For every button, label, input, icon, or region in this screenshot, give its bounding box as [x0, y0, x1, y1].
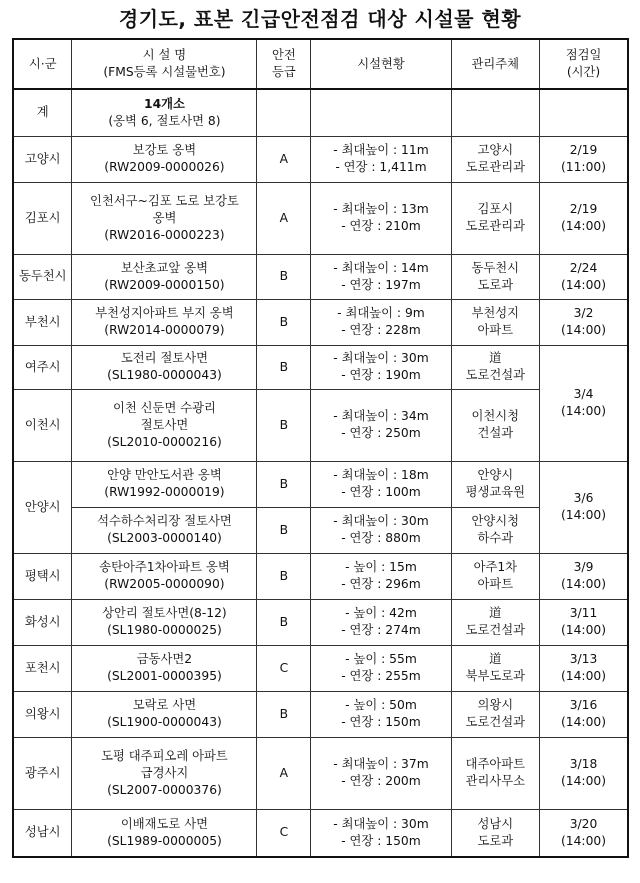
facility-name-cell: 도평 대주피오레 아파트 급경사지 (SL2007-0000376)	[72, 737, 257, 809]
grade-cell: B	[257, 691, 311, 737]
status-cell: - 최대높이 : 34m - 연장 : 250m	[311, 389, 451, 461]
manager-cell: 道 도로건설과	[451, 599, 539, 645]
header-grade: 안전 등급	[257, 39, 311, 89]
grade-cell: B	[257, 254, 311, 299]
status-cell: - 최대높이 : 14m - 연장 : 197m	[311, 254, 451, 299]
grade-cell: B	[257, 345, 311, 389]
table-row	[13, 507, 628, 553]
grade-cell: B	[257, 299, 311, 345]
manager-cell: 아주1차 아파트	[451, 553, 539, 599]
status-cell: - 최대높이 : 30m - 연장 : 150m	[311, 809, 451, 857]
region-cell: 이천시	[13, 389, 72, 461]
facility-name-cell: 보강토 옹벽 (RW2009-0000026)	[72, 136, 257, 182]
manager-cell: 부천성지 아파트	[451, 299, 539, 345]
region-cell: 화성시	[13, 599, 72, 645]
facilities-table	[12, 38, 629, 858]
date-cell: 3/2 (14:00)	[540, 299, 628, 345]
date-cell: 3/6 (14:00)	[540, 461, 628, 553]
manager-cell: 동두천시 도로과	[451, 254, 539, 299]
grade-cell: B	[257, 461, 311, 507]
table-row	[13, 691, 628, 737]
grade-cell: B	[257, 553, 311, 599]
facility-name-cell: 안양 만안도서관 옹벽 (RW1992-0000019)	[72, 461, 257, 507]
manager-cell: 이천시청 건설과	[451, 389, 539, 461]
date-cell: 3/9 (14:00)	[540, 553, 628, 599]
facility-name-cell: 이천 신둔면 수광리 절토사면 (SL2010-0000216)	[72, 389, 257, 461]
date-cell: 2/19 (14:00)	[540, 182, 628, 254]
manager-cell: 성남시 도로과	[451, 809, 539, 857]
grade-cell: B	[257, 599, 311, 645]
status-cell: - 최대높이 : 11m - 연장 : 1,411m	[311, 136, 451, 182]
facility-name-cell: 모락로 사면 (SL1900-0000043)	[72, 691, 257, 737]
grade-cell: A	[257, 737, 311, 809]
grade-cell: B	[257, 389, 311, 461]
status-cell: - 최대높이 : 13m - 연장 : 210m	[311, 182, 451, 254]
region-cell: 김포시	[13, 182, 72, 254]
date-cell: 3/13 (14:00)	[540, 645, 628, 691]
date-cell: 3/11 (14:00)	[540, 599, 628, 645]
region-cell: 평택시	[13, 553, 72, 599]
region-cell: 의왕시	[13, 691, 72, 737]
region-cell: 부천시	[13, 299, 72, 345]
table-row	[13, 461, 628, 507]
status-cell: - 최대높이 : 9m - 연장 : 228m	[311, 299, 451, 345]
manager-cell: 고양시 도로관리과	[451, 136, 539, 182]
manager-cell: 안양시 평생교육원	[451, 461, 539, 507]
facility-name-cell: 상안리 절토사면(8-12) (SL1980-0000025)	[72, 599, 257, 645]
header-region: 시·군	[13, 39, 72, 89]
total-row	[13, 89, 628, 136]
region-cell: 포천시	[13, 645, 72, 691]
date-cell: 3/20 (14:00)	[540, 809, 628, 857]
facility-name-cell: 금동사면2 (SL2001-0000395)	[72, 645, 257, 691]
table-row	[13, 136, 628, 182]
region-cell: 고양시	[13, 136, 72, 182]
region-cell: 여주시	[13, 345, 72, 389]
header-date: 점검일 (시간)	[540, 39, 628, 89]
table-row	[13, 345, 628, 389]
table-row	[13, 737, 628, 809]
table-row	[13, 645, 628, 691]
region-cell: 광주시	[13, 737, 72, 809]
table-row	[13, 599, 628, 645]
date-cell: 3/18 (14:00)	[540, 737, 628, 809]
table-row	[13, 299, 628, 345]
status-cell: - 높이 : 15m - 연장 : 296m	[311, 553, 451, 599]
status-cell: - 최대높이 : 18m - 연장 : 100m	[311, 461, 451, 507]
grade-cell: A	[257, 182, 311, 254]
status-cell: - 최대높이 : 37m - 연장 : 200m	[311, 737, 451, 809]
facility-name-cell: 송탄아주1차아파트 옹벽 (RW2005-0000090)	[72, 553, 257, 599]
facility-name-cell: 부천성지아파트 부지 옹벽 (RW2014-0000079)	[72, 299, 257, 345]
facility-name-cell: 이배재도로 사면 (SL1989-0000005)	[72, 809, 257, 857]
manager-cell: 대주아파트 관리사무소	[451, 737, 539, 809]
facility-name-cell: 도전리 절토사면 (SL1980-0000043)	[72, 345, 257, 389]
grade-cell: C	[257, 645, 311, 691]
table-header-row	[13, 39, 628, 89]
status-cell: - 최대높이 : 30m - 연장 : 880m	[311, 507, 451, 553]
date-cell: 3/4 (14:00)	[540, 345, 628, 461]
table-row	[13, 389, 628, 461]
grade-cell: A	[257, 136, 311, 182]
total-label: 계	[13, 89, 72, 136]
region-cell: 안양시	[13, 461, 72, 553]
region-cell: 성남시	[13, 809, 72, 857]
status-cell: - 높이 : 55m - 연장 : 255m	[311, 645, 451, 691]
table-row	[13, 809, 628, 857]
status-cell: - 높이 : 42m - 연장 : 274m	[311, 599, 451, 645]
manager-cell: 道 북부도로과	[451, 645, 539, 691]
total-count: 14개소 (옹벽 6, 절토사면 8)	[72, 89, 257, 136]
region-cell: 동두천시	[13, 254, 72, 299]
manager-cell: 안양시청 하수과	[451, 507, 539, 553]
status-cell: - 높이 : 50m - 연장 : 150m	[311, 691, 451, 737]
table-row	[13, 254, 628, 299]
date-cell: 2/19 (11:00)	[540, 136, 628, 182]
status-cell: - 최대높이 : 30m - 연장 : 190m	[311, 345, 451, 389]
header-name: 시 설 명 (FMS등록 시설물번호)	[72, 39, 257, 89]
header-status: 시설현황	[311, 39, 451, 89]
manager-cell: 道 도로건설과	[451, 345, 539, 389]
date-cell: 2/24 (14:00)	[540, 254, 628, 299]
facility-name-cell: 인천서구~김포 도로 보강토 옹벽 (RW2016-0000223)	[72, 182, 257, 254]
grade-cell: B	[257, 507, 311, 553]
manager-cell: 의왕시 도로건설과	[451, 691, 539, 737]
grade-cell: C	[257, 809, 311, 857]
date-cell: 3/16 (14:00)	[540, 691, 628, 737]
table-row	[13, 553, 628, 599]
manager-cell: 김포시 도로관리과	[451, 182, 539, 254]
document-title: 경기도, 표본 긴급안전점검 대상 시설물 현황	[118, 7, 522, 31]
facility-name-cell: 석수하수처리장 절토사면 (SL2003-0000140)	[72, 507, 257, 553]
header-manager: 관리주체	[451, 39, 539, 89]
facility-name-cell: 보산초교앞 옹벽 (RW2009-0000150)	[72, 254, 257, 299]
table-row	[13, 182, 628, 254]
